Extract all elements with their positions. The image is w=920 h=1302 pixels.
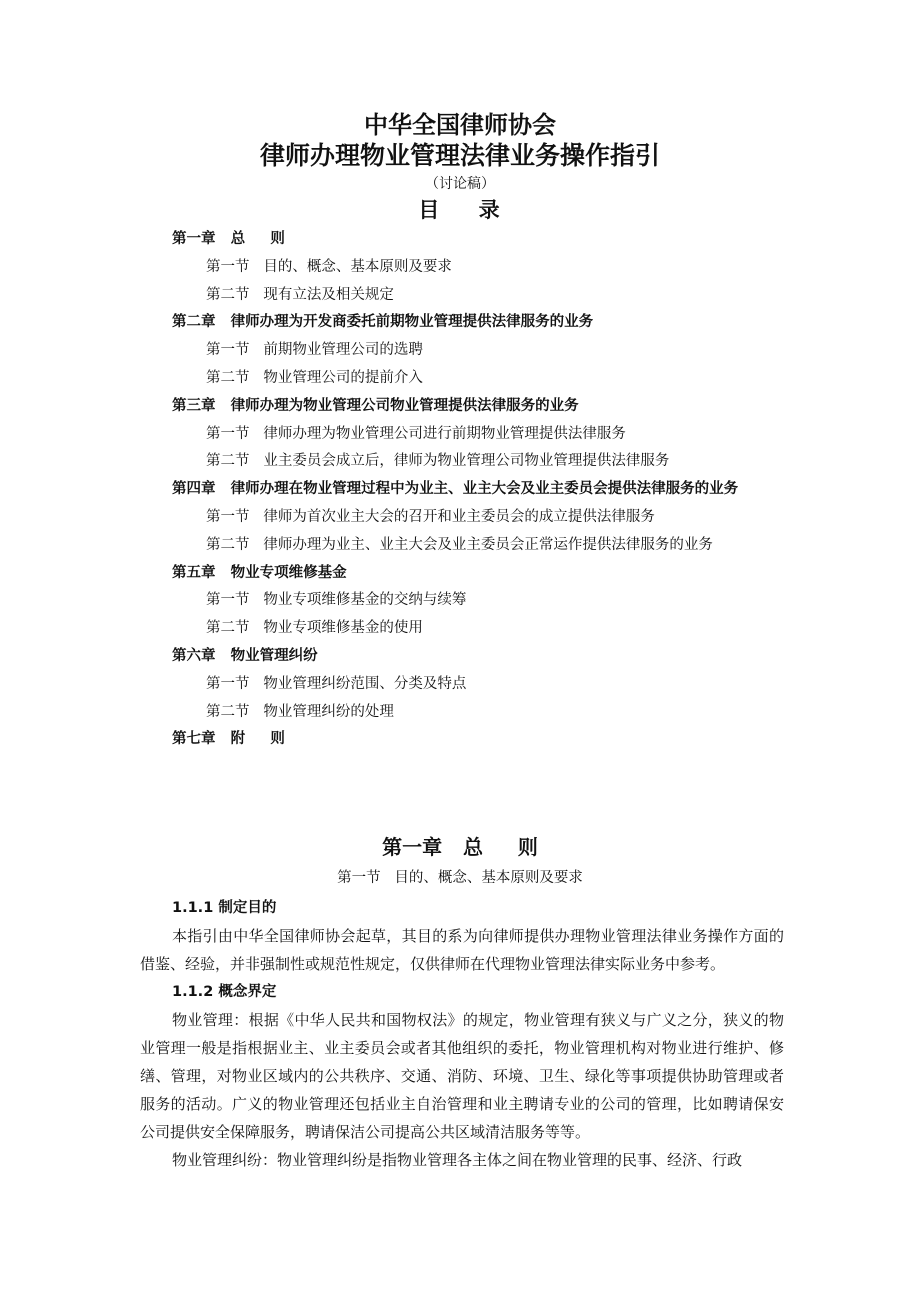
toc-section-1-2: 第二节 现有立法及相关规定 bbox=[206, 286, 394, 303]
draft-note: （讨论稿） bbox=[425, 176, 495, 192]
toc-chapter-5: 第五章 物业专项维修基金 bbox=[172, 564, 347, 581]
toc-section-5-1: 第一节 物业专项维修基金的交纳与续筹 bbox=[206, 592, 467, 609]
clause-heading-1-1-1: 1.1.1 制定目的 bbox=[172, 900, 277, 916]
toc-section-3-1: 第一节 律师办理为物业管理公司进行前期物业管理提供法律服务 bbox=[206, 425, 626, 442]
clause-paragraph-disputes: 物业管理纠纷：物业管理纠纷是指物业管理各主体之间在物业管理的民事、经济、行政 bbox=[172, 1151, 743, 1169]
toc-chapter-4: 第四章 律师办理在物业管理过程中为业主、业主大会及业主委员会提供法律服务的业务 bbox=[172, 481, 739, 498]
toc-chapter-2: 第二章 律师办理为开发商委托前期物业管理提供法律服务的业务 bbox=[172, 314, 594, 331]
organization-title: 中华全国律师协会 bbox=[364, 111, 556, 139]
body-section-title: 第一节 目的、概念、基本原则及要求 bbox=[337, 870, 583, 886]
toc-section-2-1: 第一节 前期物业管理公司的选聘 bbox=[206, 342, 423, 359]
body-text bbox=[140, 894, 784, 1174]
table-of-contents bbox=[140, 226, 790, 754]
toc-section-1-1: 第一节 目的、概念、基本原则及要求 bbox=[206, 258, 452, 275]
toc-section-6-1: 第一节 物业管理纠纷范围、分类及特点 bbox=[206, 675, 467, 692]
toc-chapter-3: 第三章 律师办理为物业管理公司物业管理提供法律服务的业务 bbox=[172, 397, 579, 414]
toc-chapter-7: 第七章 附 则 bbox=[172, 731, 285, 748]
clause-heading-1-1-2: 1.1.2 概念界定 bbox=[172, 984, 277, 1000]
clause-paragraph-1-1-1: 本指引由中华全国律师协会起草，其目的系为向律师提供办理物业管理法律业务操作方面的借鉴、经验，并非强制性或规范性规定，仅供律师在代理物业管理法律实际业务中参考。 bbox=[140, 927, 784, 973]
toc-section-4-2: 第二节 律师办理为业主、业主大会及业主委员会正常运作提供法律服务的业务 bbox=[206, 536, 713, 553]
toc-section-3-2: 第二节 业主委员会成立后，律师为物业管理公司物业管理提供法律服务 bbox=[206, 453, 670, 470]
body-chapter-title: 第一章 总 则 bbox=[382, 835, 538, 859]
document-title: 律师办理物业管理法律业务操作指引 bbox=[259, 141, 660, 170]
toc-chapter-6: 第六章 物业管理纠纷 bbox=[172, 647, 318, 664]
toc-heading: 目 录 bbox=[418, 198, 502, 222]
toc-section-6-2: 第二节 物业管理纠纷的处理 bbox=[206, 703, 394, 720]
toc-section-5-2: 第二节 物业专项维修基金的使用 bbox=[206, 620, 423, 637]
clause-paragraph-property-management: 物业管理：根据《中华人民共和国物权法》的规定，物业管理有狭义与广义之分，狭义的物业管理一般是指根据业主、业主委员会或者其他组织的委托，物业管理机构对物业进行维护、修缮、管理，对物业区域内的公共秩序、交通、消防、环境、卫生、绿化等事项提供协助管理或者服务的活动。广义的物业管理还包括业主自治管理和业主聘请专业的公司的管理，比如聘请保安公司提供安全保障服务，聘请保洁公司提高公共区域清洁服务等等。 bbox=[140, 1011, 784, 1141]
toc-chapter-1: 第一章 总 则 bbox=[172, 231, 285, 247]
toc-section-4-1: 第一节 律师为首次业主大会的召开和业主委员会的成立提供法律服务 bbox=[206, 508, 655, 525]
toc-section-2-2: 第二节 物业管理公司的提前介入 bbox=[206, 369, 423, 386]
